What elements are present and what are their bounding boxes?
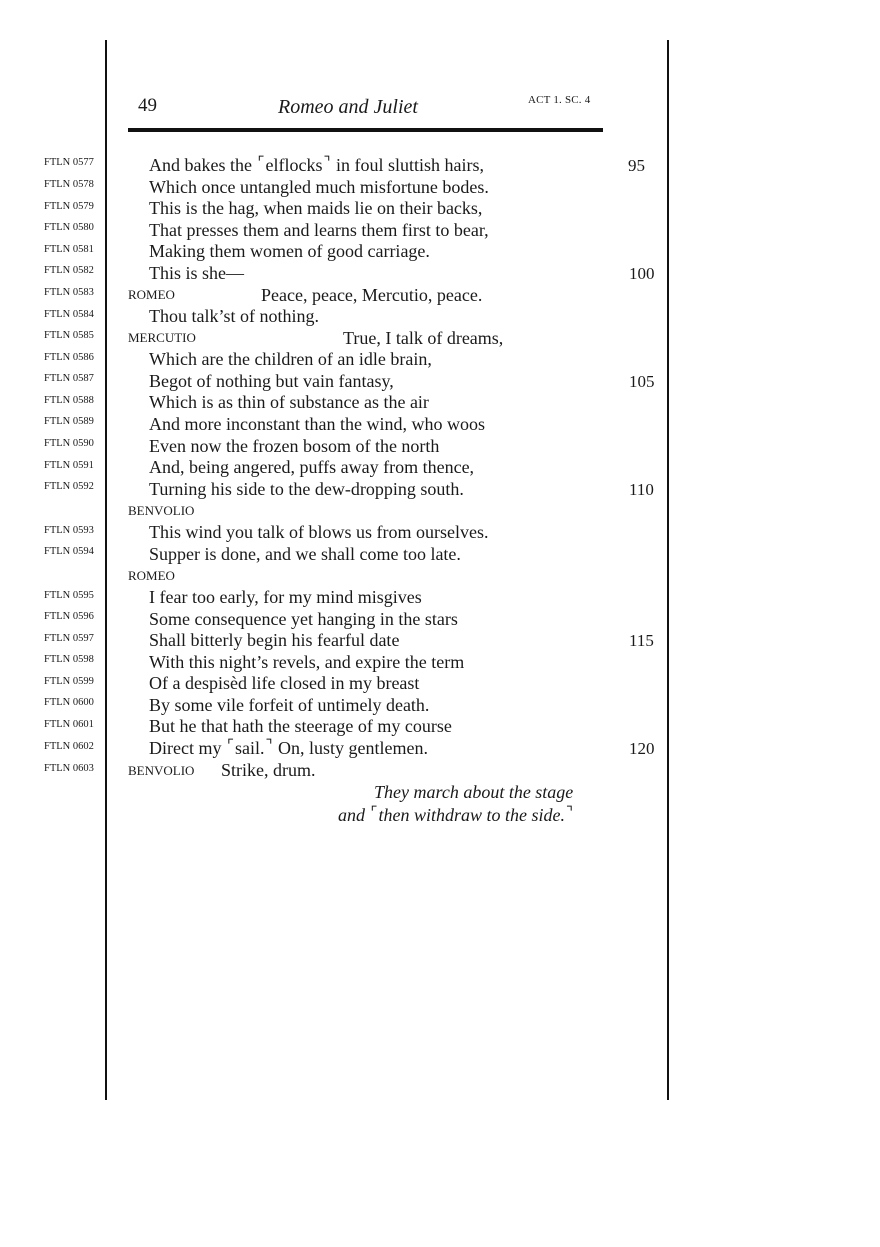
ftln-label: FTLN 0596 xyxy=(44,611,94,622)
verse-line: Supper is done, and we shall come too late. xyxy=(149,544,461,564)
ftln-label: FTLN 0603 xyxy=(44,763,94,774)
verse-line: That presses them and learns them first to bear, xyxy=(149,220,489,240)
page-number: 49 xyxy=(138,95,157,116)
ftln-label: FTLN 0577 xyxy=(44,157,94,168)
editorial-bracket-close: ⌝ xyxy=(265,738,273,754)
verse-text: And bakes the xyxy=(149,155,257,175)
ftln-label: FTLN 0587 xyxy=(44,373,94,384)
verse-line: Of a despisèd life closed in my breast xyxy=(149,673,420,693)
line-number: 100 xyxy=(629,264,655,283)
ftln-label: FTLN 0602 xyxy=(44,741,94,752)
line-number: 105 xyxy=(629,372,655,391)
speaker-name: BENVOLIO xyxy=(128,503,195,518)
verse-line: This wind you talk of blows us from ourselves. xyxy=(149,522,489,542)
ftln-label: FTLN 0584 xyxy=(44,309,94,320)
editorial-bracket-close: ⌝ xyxy=(566,805,574,821)
verse-line xyxy=(149,155,484,176)
verse-text: sail. xyxy=(235,738,265,758)
ftln-label: FTLN 0589 xyxy=(44,416,94,427)
speaker-name: ROMEO xyxy=(128,568,175,583)
speaker-name: MERCUTIO xyxy=(128,330,196,345)
stage-direction-text: and xyxy=(338,805,370,825)
verse-text: elflocks xyxy=(265,155,323,175)
ftln-label: FTLN 0592 xyxy=(44,481,94,492)
verse-line: This is she— xyxy=(149,263,245,283)
stage-direction-line: They march about the stage xyxy=(374,782,574,802)
ftln-label: FTLN 0591 xyxy=(44,460,94,471)
editorial-bracket-open: ⌜ xyxy=(257,155,265,171)
ftln-label: FTLN 0601 xyxy=(44,719,94,730)
ftln-label: FTLN 0598 xyxy=(44,654,94,665)
verse-line: Shall bitterly begin his fearful date xyxy=(149,630,400,650)
verse-line: Which are the children of an idle brain, xyxy=(149,349,432,369)
ftln-label: FTLN 0590 xyxy=(44,438,94,449)
verse-line xyxy=(149,738,428,759)
verse-line: By some vile forfeit of untimely death. xyxy=(149,695,430,715)
verse-line: Which once untangled much misfortune bodes. xyxy=(149,177,489,197)
line-number: 115 xyxy=(629,631,654,650)
ftln-label: FTLN 0594 xyxy=(44,546,94,557)
page-title: Romeo and Juliet xyxy=(278,96,418,118)
stage-direction-text: then withdraw to the side. xyxy=(378,805,566,825)
editorial-bracket-open: ⌜ xyxy=(370,805,378,821)
ftln-label: FTLN 0586 xyxy=(44,352,94,363)
verse-line: True, I talk of dreams, xyxy=(343,328,504,348)
left-margin-rule xyxy=(105,40,107,1100)
right-margin-rule xyxy=(667,40,669,1100)
act-scene-label: ACT 1. SC. 4 xyxy=(528,94,591,106)
verse-line: Peace, peace, Mercutio, peace. xyxy=(261,285,483,305)
ftln-label: FTLN 0581 xyxy=(44,244,94,255)
line-number: 95 xyxy=(628,156,645,175)
ftln-label: FTLN 0582 xyxy=(44,265,94,276)
ftln-label: FTLN 0585 xyxy=(44,330,94,341)
verse-line: And more inconstant than the wind, who woos xyxy=(149,414,485,434)
ftln-label: FTLN 0593 xyxy=(44,525,94,536)
ftln-label: FTLN 0578 xyxy=(44,179,94,190)
verse-line: I fear too early, for my mind misgives xyxy=(149,587,422,607)
verse-line: Some consequence yet hanging in the stars xyxy=(149,609,458,629)
verse-line: Making them women of good carriage. xyxy=(149,241,430,261)
stage-direction-line xyxy=(338,805,574,826)
ftln-label: FTLN 0595 xyxy=(44,590,94,601)
header-rule xyxy=(128,128,603,132)
verse-text: Direct my xyxy=(149,738,226,758)
verse-text: in foul sluttish hairs, xyxy=(331,155,485,175)
ftln-label: FTLN 0600 xyxy=(44,697,94,708)
ftln-label: FTLN 0597 xyxy=(44,633,94,644)
speaker-name: BENVOLIO xyxy=(128,763,195,778)
verse-line: Strike, drum. xyxy=(221,760,316,780)
line-number: 120 xyxy=(629,739,655,758)
editorial-bracket-open: ⌜ xyxy=(226,738,235,754)
speaker-name: ROMEO xyxy=(128,287,175,302)
editorial-bracket-close: ⌝ xyxy=(323,155,331,171)
verse-line: Turning his side to the dew-dropping south. xyxy=(149,479,464,499)
verse-line: Which is as thin of substance as the air xyxy=(149,392,429,412)
ftln-label: FTLN 0588 xyxy=(44,395,94,406)
line-number: 110 xyxy=(629,480,654,499)
ftln-label: FTLN 0579 xyxy=(44,201,94,212)
verse-line: Begot of nothing but vain fantasy, xyxy=(149,371,394,391)
verse-line: With this night’s revels, and expire the term xyxy=(149,652,465,672)
verse-line: But he that hath the steerage of my course xyxy=(149,716,452,736)
verse-text: On, lusty gentlemen. xyxy=(273,738,429,758)
verse-line: Even now the frozen bosom of the north xyxy=(149,436,440,456)
verse-line: This is the hag, when maids lie on their backs, xyxy=(149,198,483,218)
verse-line: Thou talk’st of nothing. xyxy=(149,306,319,326)
ftln-label: FTLN 0583 xyxy=(44,287,94,298)
ftln-label: FTLN 0580 xyxy=(44,222,94,233)
ftln-label: FTLN 0599 xyxy=(44,676,94,687)
verse-line: And, being angered, puffs away from thence, xyxy=(149,457,475,477)
